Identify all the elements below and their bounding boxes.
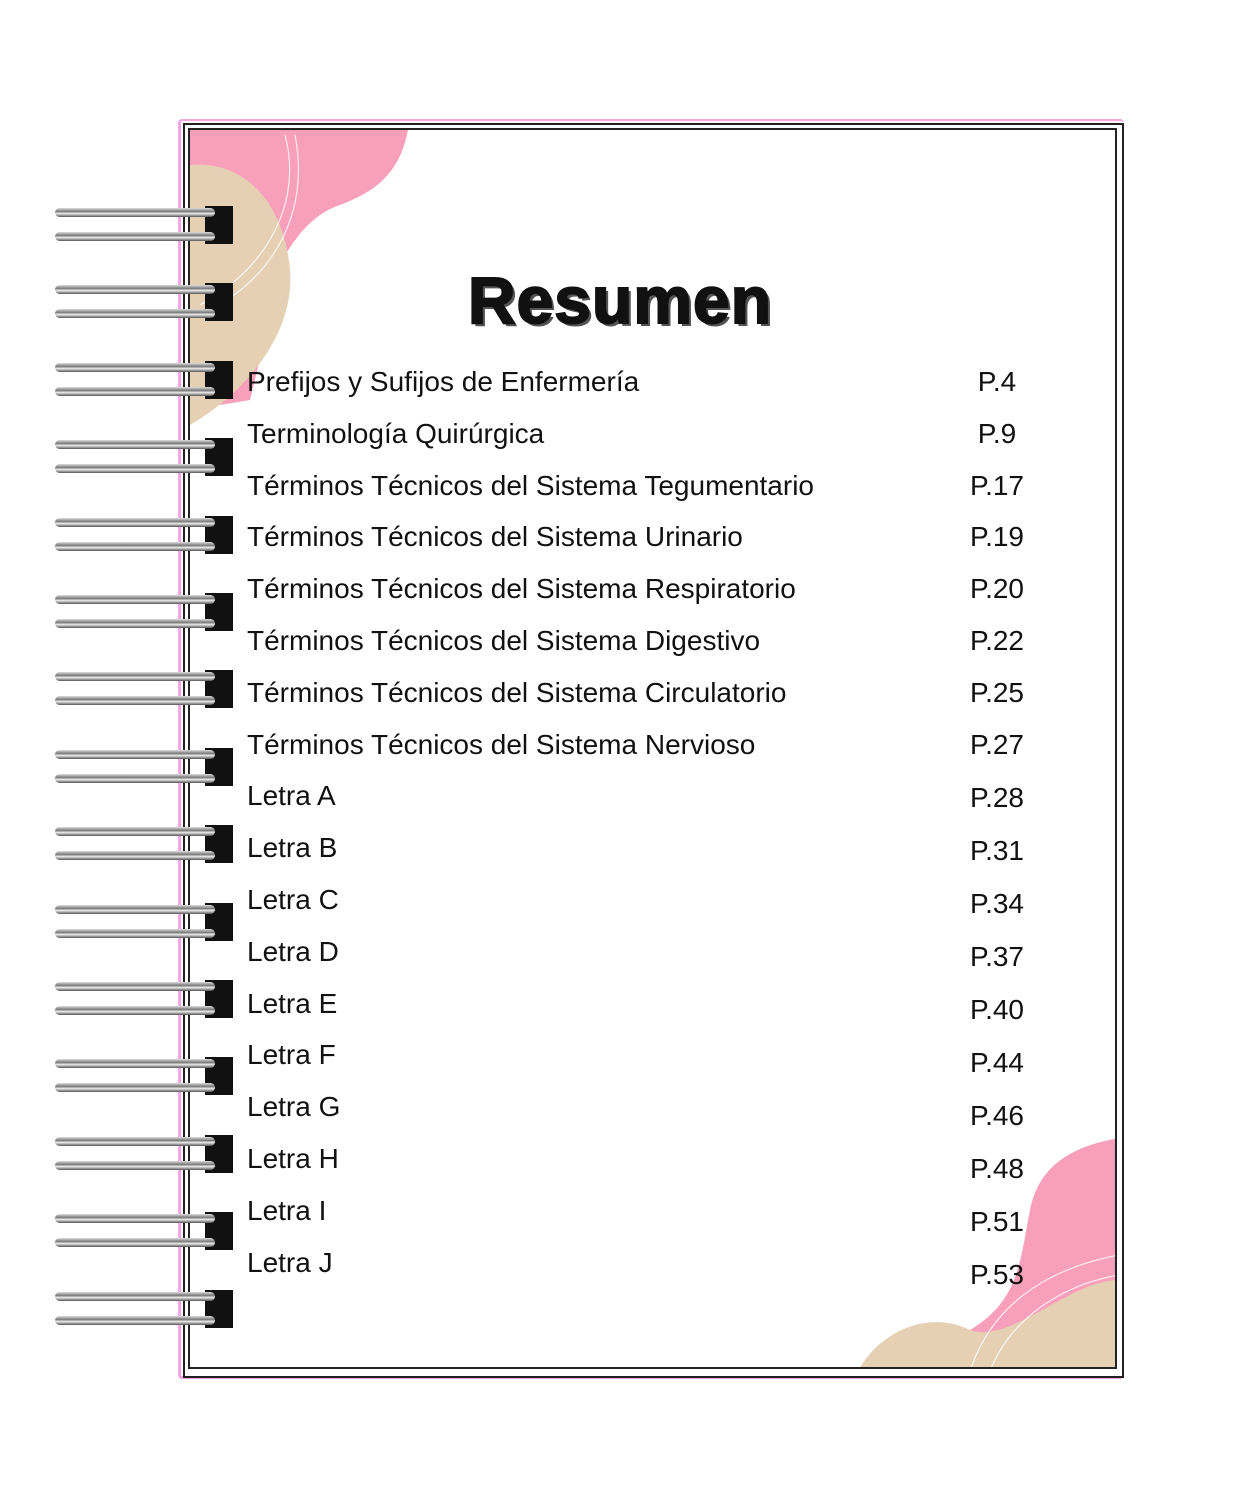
spiral-ring: [55, 851, 215, 860]
toc-entry-page: P.53: [970, 1259, 1024, 1291]
toc-entry: [247, 1194, 1047, 1238]
toc-entry: [247, 573, 1047, 613]
spiral-ring: [55, 696, 215, 705]
toc-entry-label: Términos Técnicos del Sistema Urinario: [247, 521, 743, 553]
toc-entry-label: Prefijos y Sufijos de Enfermería: [247, 366, 640, 397]
spiral-ring: [55, 464, 215, 473]
toc-entry-label: Letra I: [247, 1194, 327, 1226]
toc-entry-label: Letra B: [247, 832, 338, 864]
spiral-ring: [55, 1316, 215, 1325]
spiral-ring: [55, 363, 215, 372]
spiral-ring: [55, 750, 215, 759]
spiral-ring: [55, 1059, 215, 1068]
spiral-ring: [55, 1214, 215, 1223]
toc-entry: [247, 884, 1047, 924]
page-title: Resumen: [467, 263, 773, 337]
spiral-ring: [55, 827, 215, 836]
toc-entry-page: P.46: [970, 1100, 1024, 1132]
toc-entry: [247, 729, 1047, 769]
toc-entry-page: P.25: [970, 676, 1024, 708]
spiral-ring: [55, 929, 215, 938]
toc-entry-page: P.27: [970, 728, 1024, 760]
spiral-ring: [55, 982, 215, 991]
toc-entry-page: P.4: [977, 366, 1017, 397]
toc-entry: [247, 366, 1047, 406]
toc-entry-page: P.51: [970, 1206, 1024, 1238]
toc-entry-label: Letra J: [247, 1246, 333, 1278]
spiral-ring: [55, 905, 215, 914]
toc-entry-label: Términos Técnicos del Sistema Respiratorio: [247, 573, 796, 605]
toc-entry: [247, 936, 1047, 976]
spiral-ring: [55, 672, 215, 681]
spiral-ring: [55, 440, 215, 449]
spiral-ring: [55, 387, 215, 396]
spiral-ring: [55, 619, 215, 628]
toc-entry-page: P.20: [970, 573, 1024, 605]
toc-entry: [247, 418, 1047, 458]
spiral-ring: [55, 232, 215, 241]
toc-entry-page: P.44: [970, 1047, 1024, 1079]
toc-entry-label: Letra A: [247, 780, 336, 812]
toc-entry-label: Términos Técnicos del Sistema Digestivo: [247, 625, 761, 656]
toc-entry-label: Letra D: [247, 935, 339, 967]
toc-entry: [247, 1246, 1047, 1291]
toc-entry: [247, 988, 1047, 1028]
toc-entry: [247, 677, 1047, 717]
spiral-ring: [55, 1083, 215, 1092]
toc-entry-label: Letra G: [247, 1091, 341, 1123]
spiral-ring: [55, 208, 215, 217]
toc-entry: [247, 1143, 1047, 1183]
toc-entry-page: P.17: [970, 469, 1024, 501]
spiral-ring: [55, 1006, 215, 1015]
spiral-ring: [55, 1238, 215, 1247]
spiral-ring: [55, 774, 215, 783]
toc-entry-page: P.48: [970, 1153, 1024, 1185]
toc-entry-page: P.9: [977, 417, 1017, 449]
spiral-ring: [55, 1137, 215, 1146]
toc-entry: [247, 1091, 1047, 1131]
toc-entry-label: Terminología Quirúrgica: [247, 417, 545, 449]
toc-entry-page: P.40: [970, 994, 1024, 1026]
spiral-ring: [55, 518, 215, 527]
toc-entry: [247, 1039, 1047, 1079]
spiral-ring: [55, 542, 215, 551]
toc-entry: [247, 625, 1047, 665]
toc-entry-label: Términos Técnicos del Sistema Tegumentario: [247, 469, 814, 501]
spiral-ring: [55, 1161, 215, 1170]
toc-entry-label: Términos Técnicos del Sistema Nervioso: [247, 728, 756, 760]
toc-entry: [247, 832, 1047, 872]
toc-entry: [247, 780, 1047, 820]
toc-entry-label: Términos Técnicos del Sistema Circulatorio: [247, 676, 787, 708]
toc-entry-label: Letra E: [247, 987, 338, 1019]
toc-entry-page: P.31: [970, 835, 1024, 867]
toc-entry-label: Letra H: [247, 1143, 339, 1174]
spiral-ring: [55, 595, 215, 604]
toc-entry-page: P.22: [970, 625, 1024, 656]
toc-entry-label: Letra F: [247, 1039, 336, 1071]
toc-entry-page: P.19: [970, 521, 1024, 553]
toc-entry: [247, 470, 1047, 510]
toc-entry-page: P.37: [970, 941, 1024, 973]
toc-entry-label: Letra C: [247, 884, 339, 915]
spiral-ring: [55, 1292, 215, 1301]
toc-entry-page: P.28: [970, 782, 1024, 814]
toc-entry: [247, 521, 1047, 561]
toc-entry-page: P.34: [970, 888, 1024, 920]
